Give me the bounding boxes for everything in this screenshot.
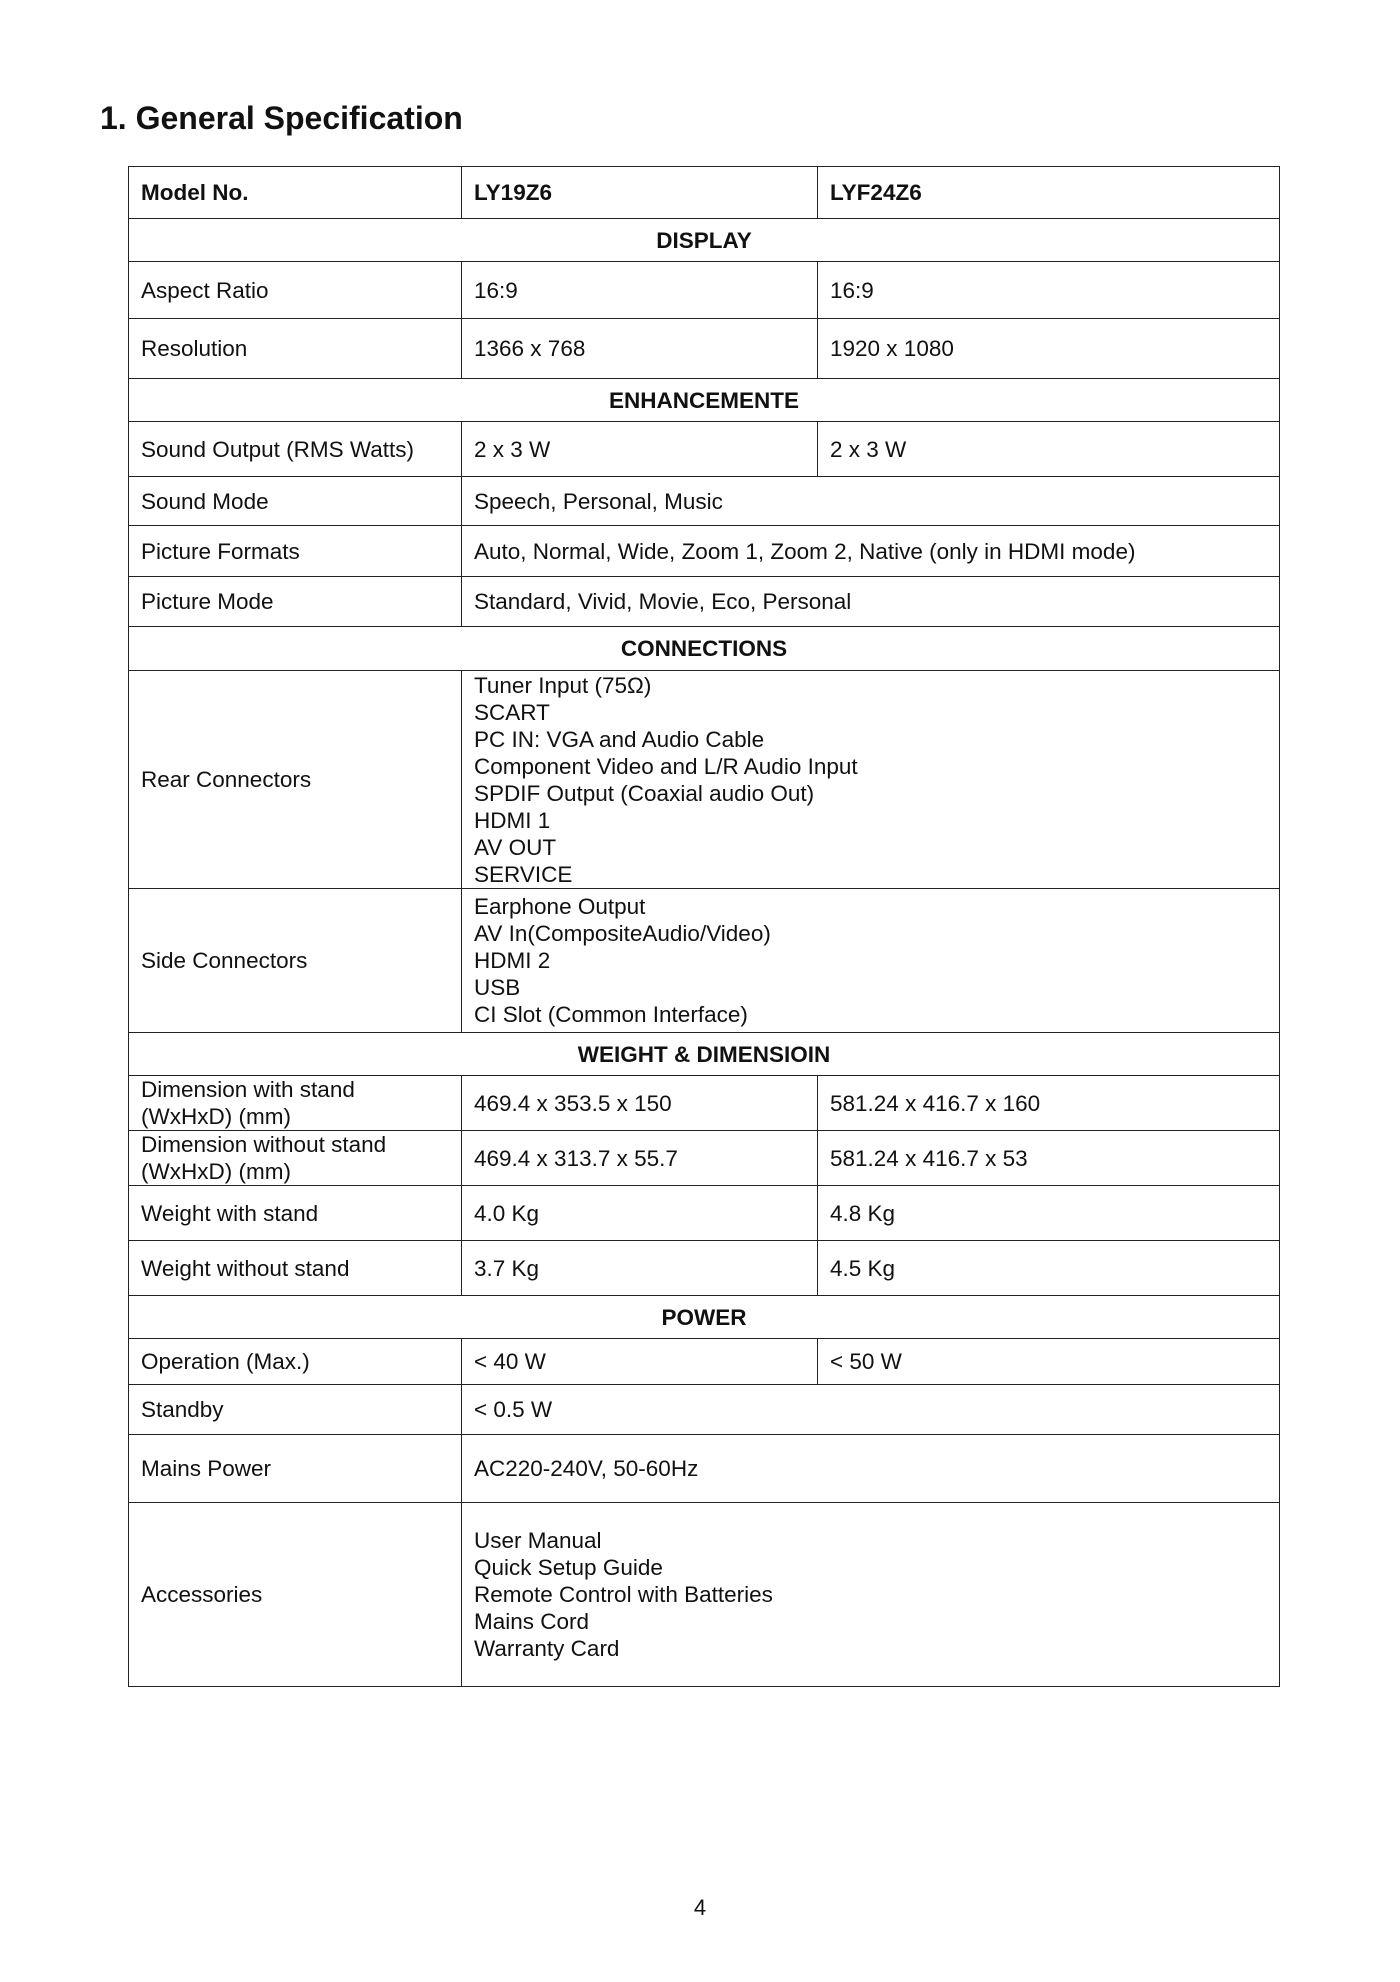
list-item: SCART [474, 699, 550, 725]
specification-table [128, 166, 1280, 1687]
table-header-row [129, 167, 1280, 219]
value-model-a: 16:9 [462, 262, 818, 319]
list-item: SPDIF Output (Coaxial audio Out) [474, 780, 815, 806]
row-label: Side Connectors [129, 889, 462, 1033]
table-row [129, 1076, 1280, 1131]
value-model-a: 469.4 x 353.5 x 150 [462, 1076, 818, 1131]
value-shared: Auto, Normal, Wide, Zoom 1, Zoom 2, Native (only in HDMI mode) [462, 526, 1280, 577]
model-a-name: LY19Z6 [462, 167, 818, 219]
row-label: Weight without stand [129, 1241, 462, 1296]
value-model-a: 2 x 3 W [462, 422, 818, 477]
row-label: Rear Connectors [129, 671, 462, 889]
page-title: 1. General Specification [100, 100, 463, 136]
table-row [129, 1503, 1280, 1687]
list-item: AV In(CompositeAudio/Video) [474, 921, 771, 946]
list-item: User Manual [474, 1528, 602, 1553]
section-row [129, 627, 1280, 671]
value-shared: AC220-240V, 50-60Hz [462, 1435, 1280, 1503]
table-row [129, 1131, 1280, 1186]
row-label-line: Dimension with stand [141, 1077, 355, 1102]
section-display: DISPLAY [129, 219, 1280, 262]
section-enhancement: ENHANCEMENTE [129, 379, 1280, 422]
table-row [129, 1435, 1280, 1503]
row-label: Weight with stand [129, 1186, 462, 1241]
row-label-line: (WxHxD) (mm) [141, 1159, 291, 1184]
model-b-name: LYF24Z6 [818, 167, 1280, 219]
list-item: HDMI 1 [474, 807, 551, 833]
value-model-a: 469.4 x 313.7 x 55.7 [462, 1131, 818, 1186]
accessories-list [462, 1503, 1280, 1687]
table-row [129, 577, 1280, 627]
list-item: AV OUT [474, 834, 557, 860]
row-label: Picture Mode [129, 577, 462, 627]
table-row [129, 477, 1280, 526]
section-row [129, 219, 1280, 262]
section-power: POWER [129, 1296, 1280, 1339]
section-weight-dimension: WEIGHT & DIMENSIOIN [129, 1033, 1280, 1076]
list-item: Tuner Input (75Ω) [474, 672, 652, 698]
value-shared: Standard, Vivid, Movie, Eco, Personal [462, 577, 1280, 627]
list-item: Component Video and L/R Audio Input [474, 753, 858, 779]
value-model-b: 1920 x 1080 [818, 319, 1280, 379]
side-connectors-list [462, 889, 1280, 1033]
value-shared: < 0.5 W [462, 1385, 1280, 1435]
section-connections: CONNECTIONS [129, 627, 1280, 671]
row-label: Sound Mode [129, 477, 462, 526]
value-shared: Speech, Personal, Music [462, 477, 1280, 526]
table-row [129, 889, 1280, 1033]
row-label: Sound Output (RMS Watts) [129, 422, 462, 477]
section-row [129, 1033, 1280, 1076]
list-item: Remote Control with Batteries [474, 1582, 773, 1607]
value-model-b: 16:9 [818, 262, 1280, 319]
list-item: CI Slot (Common Interface) [474, 1002, 748, 1027]
list-item: Quick Setup Guide [474, 1555, 663, 1580]
list-item: USB [474, 975, 521, 1000]
value-model-b: 4.5 Kg [818, 1241, 1280, 1296]
row-label: Operation (Max.) [129, 1339, 462, 1385]
row-label: Accessories [129, 1503, 462, 1687]
table-row [129, 422, 1280, 477]
row-label-line: Dimension without stand [141, 1132, 387, 1157]
row-label: Aspect Ratio [129, 262, 462, 319]
table-row [129, 1241, 1280, 1296]
row-label: Mains Power [129, 1435, 462, 1503]
list-item: HDMI 2 [474, 948, 551, 973]
value-model-a: 1366 x 768 [462, 319, 818, 379]
row-label [129, 1131, 462, 1186]
value-model-a: < 40 W [462, 1339, 818, 1385]
row-label: Picture Formats [129, 526, 462, 577]
list-item: Mains Cord [474, 1609, 590, 1634]
row-label: Resolution [129, 319, 462, 379]
list-item: Earphone Output [474, 894, 646, 919]
value-model-a: 4.0 Kg [462, 1186, 818, 1241]
value-model-b: < 50 W [818, 1339, 1280, 1385]
value-model-b: 581.24 x 416.7 x 53 [818, 1131, 1280, 1186]
rear-connectors-list [462, 671, 1280, 889]
section-row [129, 1296, 1280, 1339]
table-row [129, 319, 1280, 379]
table-row [129, 1186, 1280, 1241]
model-no-label: Model No. [129, 167, 462, 219]
table-row [129, 1385, 1280, 1435]
row-label-line: (WxHxD) (mm) [141, 1104, 291, 1129]
list-item: Warranty Card [474, 1636, 620, 1661]
value-model-b: 4.8 Kg [818, 1186, 1280, 1241]
table-row [129, 1339, 1280, 1385]
row-label [129, 1076, 462, 1131]
page-number: 4 [693, 1895, 707, 1920]
table-row [129, 262, 1280, 319]
list-item: PC IN: VGA and Audio Cable [474, 726, 765, 752]
list-item: SERVICE [474, 861, 573, 887]
section-row [129, 379, 1280, 422]
row-label: Standby [129, 1385, 462, 1435]
table-row [129, 671, 1280, 889]
value-model-b: 581.24 x 416.7 x 160 [818, 1076, 1280, 1131]
value-model-b: 2 x 3 W [818, 422, 1280, 477]
table-row [129, 526, 1280, 577]
value-model-a: 3.7 Kg [462, 1241, 818, 1296]
